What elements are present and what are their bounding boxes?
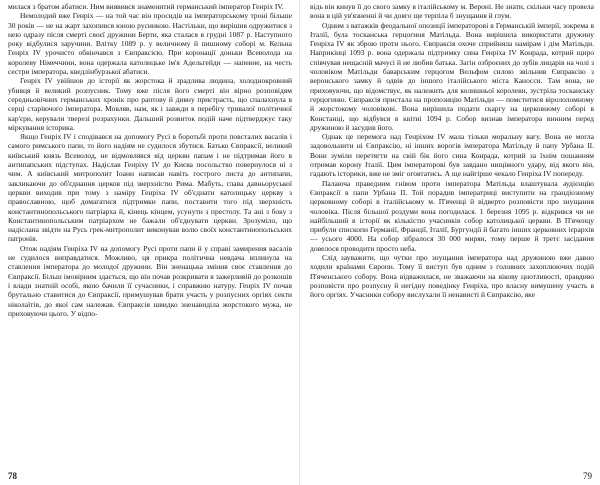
right-paragraph-3: Однак це перемога над Генріхом IV мала тільки моральну вагу. Вона не могла задовольнити ні Євпраксію, ні інших ворогів імператора Матільду й папу Урбана II. Вони зуміли перетягти на свій бік його сина Конрада, котрий за їхнім пошанням отримав корону Італії. Цим імператорові був завдано нищівного удару, від якого він, гадають історики, вже не зміг оговтатись. А ще найгірше чекало Генріха IV попереду. [310,132,594,179]
right-paragraph-1: відь він кинув її до свого замку в італійському м. Вероні. Не знати, скільки часу провела вона в цій ув'язненні й чи довго ще терпіла б знущання й глум. [310,2,594,21]
right-page [304,0,598,485]
right-paragraph-5: Слід зауважити, що чутки про знущання імператора над дружиною вже давно ходили країнами Європи. Тому її виступ був одним з головних захоплюючих подій П'яченського собору. Вона відважилася, не зважаючи на вікову цнотливості, правдиво розповісти про розпусну й негідну поведінку Генріха, про власну вимушену участь в його оргіях. Учасники собору вислухали її ненависті й Євпраксію, яке [310,253,594,300]
left-paragraph-2: Немолодий вже Генріх — на той час він просидів на імператорському троні більше 30 років — не на жарт захопився юною русинкою. Настільки, що вирішив одружитися з нею одразу після смерті своєї дружини Берти, яка сталася в грудні 1087 р. Наступного року відбулися заручини. Влітку 1089 р. у величному й пишному соборі м. Кельна Генріх IV урочисто обвінчався з Євпраксією. При коронації доньки Всеволода на королеву Німеччини, вона одержала католицьке ім'я Адельгейди — напевне, на честь сестри імператора, кведлінбурзької абатиси. [8,11,292,77]
left-paragraph-3: Генріх IV увійшов до історії як жорстока й зрадлива людина, холоднокровний убивця й великий розпусник. Тому вже після його смерті він вірно розповідям середньовічних германських хронік про раптову й дивну пристрасть, що спалахнула в серці старіючого імператора. Мовляв, нам, як і завжди в перебігу тривалої політичної кар'єри, керували тверезі розрахунки. Дальший розвиток подій наче підтверджує таку міркування історика. [8,76,292,132]
right-paragraph-4: Палаюча праведним гнівом проти імператора Матільда влаштувала аудієнцію Євпраксії в папи Урбана II. Той порадив імператриці виступити на грандіозному церковному соборі в італійському м. П'яченці й відверто розповісти про знущання чоловіка. Після більшої роздуми вона погодилася. 1 березня 1095 р. відкрився чи не найбільший в історії як кількістю учасників собор католицької церкви. В П'яченцу прибули єпископи Германії, Франції, Італії, Бургундії й багато інших церковних ієрархів — усього 4000. На собор зібралося 30 000 мирян, тому перше й третє засідання довелося проводити просто неба. [310,178,594,253]
left-page [2,0,296,485]
right-paragraph-2: Одним з ватажків феодальної опозиції імператорові в Германській імперії, зокрема в Італії, була тосканська герцогиня Матільда. Вона вирішила використати дружину Генріха IV як зброю проти нього. Євпраксія охоче сприйняла намірам і дім Матільди. Наприкінці 1093 р. вона одержала підтримку сина Генріха IV Конрада, котрий щиро співчував нещасній мачусі й не любив батька. Загін озброєних до зубів лицарів на чолі з чоловіком Матільди баварським герцогом Вельфом силою звільнив Євпраксію з веронського замку й одвів до іншого італійського міста Каносси. Там вона, не приховуючи, що відомствує, як належить для колишньої королеви, зустріла тосканську герцогиню. Євпраксія пристала на пропозицію Матільди — помститися вірололомному й жорстокому чоловікові. Вона вирішила подати скаргу на церковному соборі в Констанці, що відбувся в квітні 1094 р. Собор визнав імператора винним перед дружиною й засудив його. [310,20,594,132]
right-page-number: 79 [583,471,592,481]
right-page-text [310,2,594,457]
left-page-text [8,2,292,457]
left-paragraph-1: милася з братом абатиси. Ним виявився знаменитий германський імператор Генріх IV. [8,2,284,11]
left-page-number: 78 [8,471,17,481]
book-gutter [299,0,300,485]
left-paragraph-4: Якщо Генріх IV і сподівався на допомогу Русі в боротьбі проти повсталих васалів і самого римського папи, то його надіям не судилося збутися. Батько Євпраксії, великий київський князь Всеволод, не відмовлявся від церкви папам і не підтримав його в антипапських підступах. Надіслав Генріху IV до Києва посольство повернулося ні з чим. А київський митрополит Іоанн написав навіть гострого листа до антипапи, закликаючи до об'єднання церков під зверхністю Рима. Мабуть, глава давньоруської церкви виходив при тому з наміру Генріха IV об'єднати католицьку церкву з православною, щоб домагатися підтримки папи, поставити того під зверхність константинопольського патріарха й, кінець кінцем, усунути з престолу. Та ані з боку з Константинопольським патріархом не бажали об'єднувати церкви. Зрозуміло, що надіслана звідти на Русь грек-митрополит виконував волю своїх константинопольських патронів. [8,132,292,244]
left-paragraph-5: Отож надіям Генріха IV на допомогу Русі проти папи й у справі замирення васалів не судилося виправдатися. Можливо, ця прикра політична невдача вплинула на ставлення імператора до молодої дружини. Він зненацька змінив своє ставлення до Євпраксії. Більш імовірним здається, що він почав розкривати в зажерливій до розкошів і влади знатній особі, якою бачили її сучасники, і справжню натуру. Генріх IV почав брутально ставитися до Євпраксії, примушував брати участь у розпусних оргіях секти ніколаїтів, до якої сам належав. Євпраксія швидко зненавиділа жорстокого мужа, не приховуючи цього. У відпо- [8,243,292,318]
